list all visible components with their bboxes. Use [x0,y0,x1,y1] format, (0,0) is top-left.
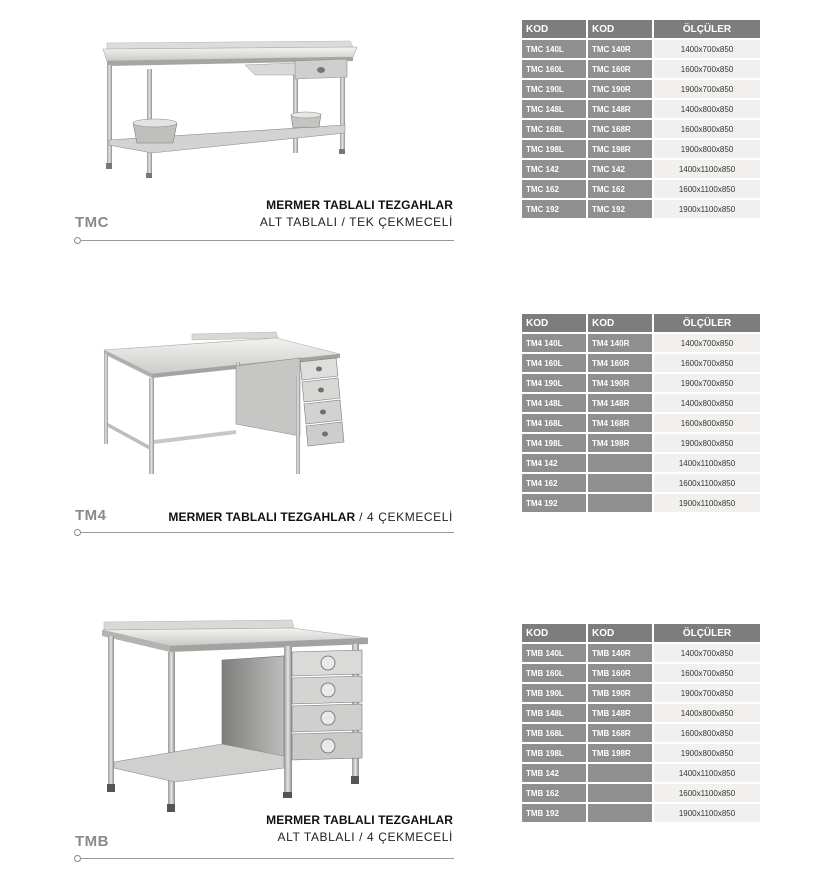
dimension-cell: 1400x800x850 [654,704,760,722]
section-tmb [0,610,819,882]
header-olculer: ÖLÇÜLER [654,314,760,332]
table-row [522,724,760,742]
dimension-cell: 1600x800x850 [654,120,760,138]
dimension-cell: 1600x700x850 [654,664,760,682]
table-row [522,454,760,472]
code-cell: TMB 148R [588,704,652,722]
dimension-cell: 1400x1100x850 [654,160,760,178]
code-cell: TM4 198R [588,434,652,452]
product-title-sub: ALT TABLALI / 4 ÇEKMECELİ [277,830,453,844]
table-illustration-tmb [100,616,370,816]
spec-table-tmc [520,18,762,220]
header-kod: KOD [522,20,586,38]
code-cell: TMB 140R [588,644,652,662]
code-cell: TM4 168R [588,414,652,432]
table-header-row [522,624,760,642]
dimension-cell: 1900x1100x850 [654,494,760,512]
code-cell: TM4 190R [588,374,652,392]
code-cell: TMC 190L [522,80,586,98]
dimension-cell: 1600x1100x850 [654,180,760,198]
product-title-bold: MERMER TABLALI TEZGAHLAR [266,198,453,212]
table-row [522,354,760,372]
header-olculer: ÖLÇÜLER [654,624,760,642]
code-cell: TMC 192 [588,200,652,218]
table-row [522,374,760,392]
code-cell: TMC 140R [588,40,652,58]
dimension-cell: 1600x700x850 [654,60,760,78]
code-cell [588,494,652,512]
code-cell: TMB 190R [588,684,652,702]
dimension-cell: 1900x800x850 [654,744,760,762]
table-row [522,434,760,452]
code-cell: TMB 198R [588,744,652,762]
code-cell: TMC 168R [588,120,652,138]
table-row [522,804,760,822]
code-cell: TMC 142 [522,160,586,178]
code-cell: TM4 198L [522,434,586,452]
table-row [522,40,760,58]
code-cell: TM4 140R [588,334,652,352]
code-cell [588,804,652,822]
dimension-cell: 1400x700x850 [654,40,760,58]
dimension-cell: 1600x1100x850 [654,784,760,802]
table-row [522,764,760,782]
table-row [522,334,760,352]
table-row [522,494,760,512]
header-kod: KOD [522,314,586,332]
dimension-cell: 1400x700x850 [654,334,760,352]
product-title-sub: / 4 ÇEKMECELİ [355,510,453,524]
header-olculer: ÖLÇÜLER [654,20,760,38]
table-row [522,100,760,118]
code-cell: TMB 168R [588,724,652,742]
table-row [522,200,760,218]
table-row [522,140,760,158]
table-illustration-tmc [95,35,365,180]
code-cell: TMB 148L [522,704,586,722]
table-header-row [522,314,760,332]
code-cell: TMC 162 [522,180,586,198]
dimension-cell: 1600x700x850 [654,354,760,372]
dimension-cell: 1400x800x850 [654,394,760,412]
table-row [522,414,760,432]
header-kod: KOD [588,624,652,642]
header-kod: KOD [522,624,586,642]
dimension-cell: 1400x700x850 [654,644,760,662]
code-cell: TMC 160R [588,60,652,78]
table-row [522,160,760,178]
code-cell: TMB 198L [522,744,586,762]
code-cell: TMB 160L [522,664,586,682]
product-title [73,813,453,844]
code-cell: TMC 192 [522,200,586,218]
code-cell: TMB 142 [522,764,586,782]
table-row [522,784,760,802]
dimension-cell: 1900x800x850 [654,140,760,158]
code-cell: TMB 192 [522,804,586,822]
product-title [73,508,453,526]
code-cell: TMB 140L [522,644,586,662]
table-row [522,80,760,98]
product-code-label: TMB [75,833,109,850]
divider-line [80,532,454,533]
table-row [522,744,760,762]
code-cell: TMC 160L [522,60,586,78]
dimension-cell: 1600x1100x850 [654,474,760,492]
dimension-cell: 1600x800x850 [654,724,760,742]
dimension-cell: 1400x1100x850 [654,454,760,472]
table-row [522,60,760,78]
code-cell: TM4 148L [522,394,586,412]
dimension-cell: 1900x700x850 [654,684,760,702]
product-title [73,198,453,229]
code-cell: TMC 148L [522,100,586,118]
code-cell: TMC 198L [522,140,586,158]
table-row [522,644,760,662]
code-cell: TMB 162 [522,784,586,802]
code-cell: TMC 190R [588,80,652,98]
product-title-bold: MERMER TABLALI TEZGAHLAR [168,510,356,524]
code-cell: TMC 168L [522,120,586,138]
code-cell: TMC 148R [588,100,652,118]
section-tmc [0,0,819,260]
code-cell: TMB 160R [588,664,652,682]
code-cell: TM4 190L [522,374,586,392]
code-cell: TM4 162 [522,474,586,492]
dimension-cell: 1400x800x850 [654,100,760,118]
code-cell: TMC 198R [588,140,652,158]
code-cell: TMB 168L [522,724,586,742]
code-cell: TM4 142 [522,454,586,472]
code-cell: TM4 192 [522,494,586,512]
dimension-cell: 1400x1100x850 [654,764,760,782]
table-row [522,664,760,682]
divider-line [80,858,454,859]
code-cell: TMC 140L [522,40,586,58]
dimension-cell: 1900x1100x850 [654,200,760,218]
table-row [522,474,760,492]
dimension-cell: 1900x800x850 [654,434,760,452]
table-illustration-tm4 [100,328,350,478]
product-title-bold: MERMER TABLALI TEZGAHLAR [266,813,453,827]
code-cell: TM4 148R [588,394,652,412]
code-cell: TM4 160R [588,354,652,372]
section-tm4 [0,300,819,560]
code-cell: TM4 168L [522,414,586,432]
dimension-cell: 1900x1100x850 [654,804,760,822]
code-cell [588,474,652,492]
code-cell: TM4 160L [522,354,586,372]
dimension-cell: 1900x700x850 [654,80,760,98]
code-cell: TM4 140L [522,334,586,352]
header-kod: KOD [588,20,652,38]
code-cell: TMC 142 [588,160,652,178]
spec-table-tm4 [520,312,762,514]
divider-line [80,240,454,241]
table-row [522,180,760,198]
code-cell: TMC 162 [588,180,652,198]
table-row [522,704,760,722]
dimension-cell: 1900x700x850 [654,374,760,392]
table-row [522,120,760,138]
table-row [522,684,760,702]
code-cell: TMB 190L [522,684,586,702]
spec-table-tmb [520,622,762,824]
product-title-sub: ALT TABLALI / TEK ÇEKMECELİ [259,215,453,229]
product-code-label: TM4 [75,507,107,524]
table-row [522,394,760,412]
dimension-cell: 1600x800x850 [654,414,760,432]
table-header-row [522,20,760,38]
product-code-label: TMC [75,214,109,231]
code-cell [588,454,652,472]
code-cell [588,784,652,802]
header-kod: KOD [588,314,652,332]
code-cell [588,764,652,782]
